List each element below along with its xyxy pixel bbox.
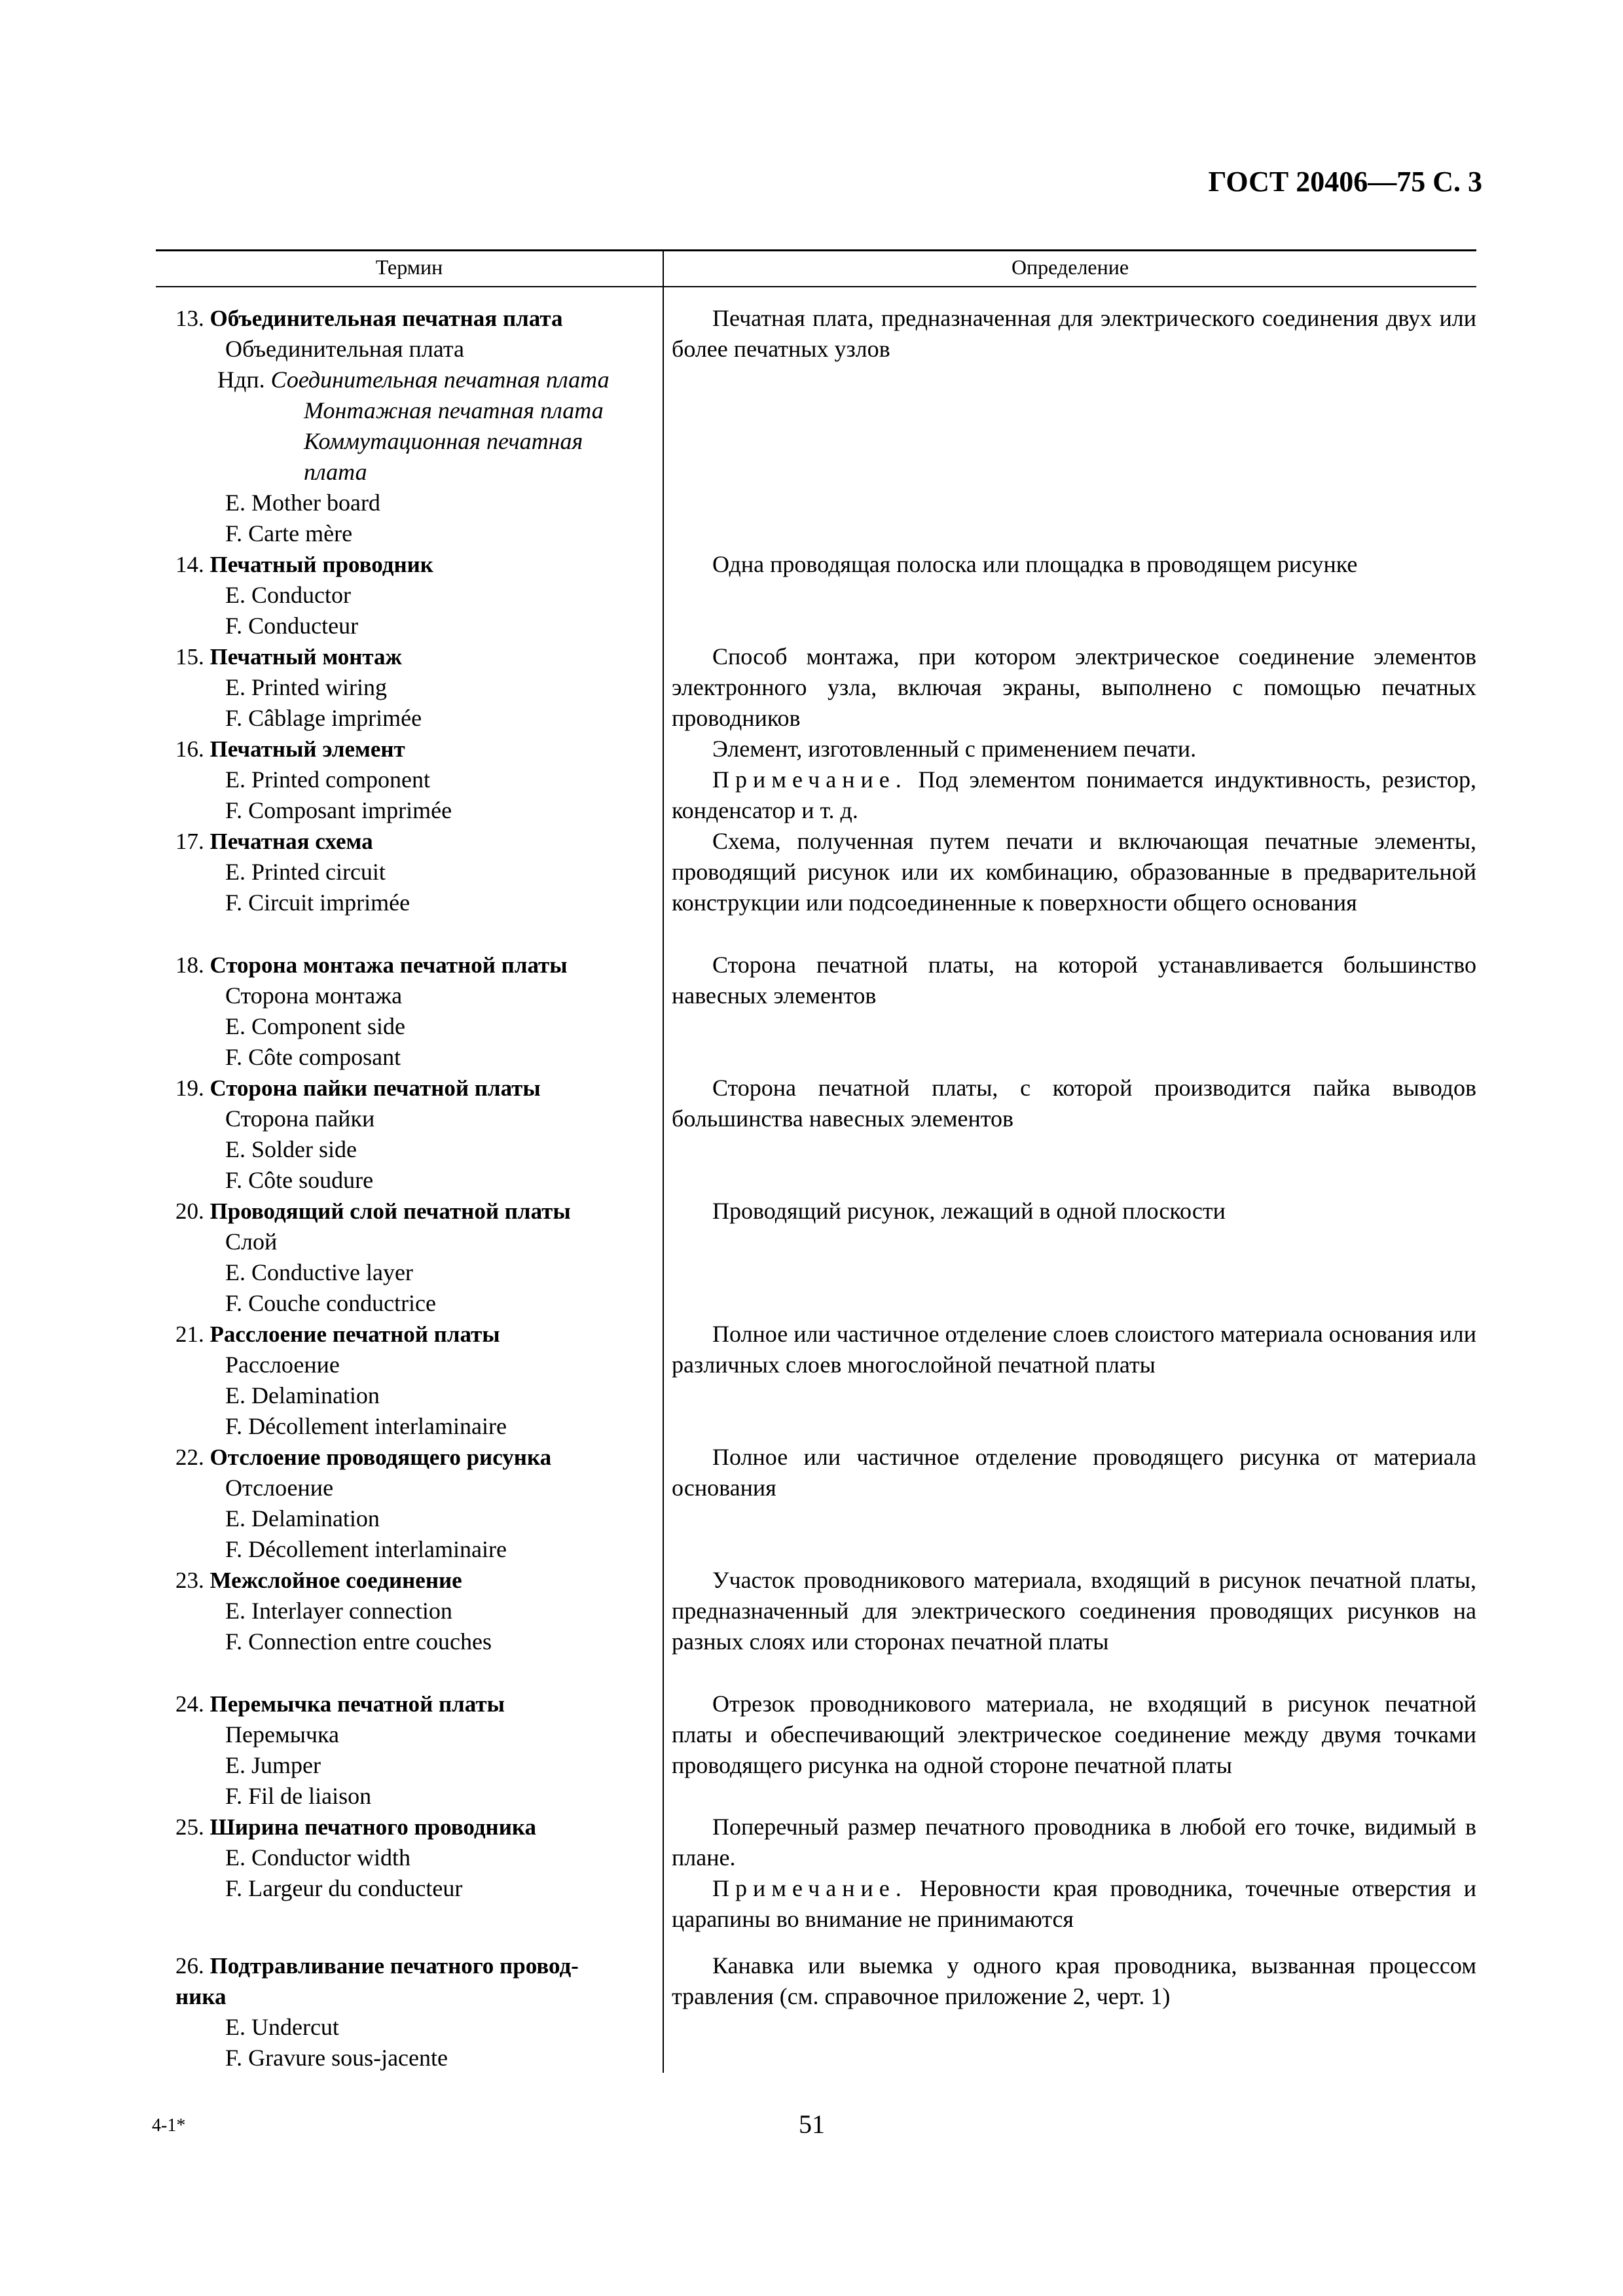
foreign-equivalent: F. Carte mère [225, 520, 353, 547]
term-entry [156, 1565, 1476, 1673]
ndp-term: Монтажная печатная плата [304, 397, 604, 423]
term-cell [156, 303, 663, 549]
foreign-equivalent: E. Conductive layer [225, 1259, 413, 1285]
note-text: Под элементом понимается индуктивность, резистор, конденсатор и т. д. [672, 766, 1476, 823]
page-header-title: ГОСТ 20406—75 С. 3 [1208, 166, 1482, 198]
term-number: 19. [175, 1075, 204, 1101]
foreign-equivalent: E. Delamination [225, 1382, 380, 1408]
term-entry [156, 303, 1476, 549]
term-title [175, 1319, 663, 1350]
definition-cell [663, 641, 1476, 734]
term-title [175, 950, 663, 980]
definition-text: Проводящий рисунок, лежащий в одной плоскости [712, 1198, 1226, 1224]
definition-cell [663, 1950, 1476, 2073]
term-title [175, 1442, 663, 1473]
term-cell [156, 950, 663, 1073]
term-name: Печатный элемент [210, 736, 405, 762]
foreign-equivalent: F. Fil de liaison [225, 1783, 372, 1809]
definition-cell [663, 1196, 1476, 1319]
foreign-equivalent: E. Delamination [225, 1505, 380, 1532]
term-name: Отслоение проводящего рисунка [210, 1444, 552, 1470]
term-cell [156, 1689, 663, 1812]
foreign-equivalent: E. Conductor [225, 582, 351, 608]
term-synonym: Слой [225, 1229, 278, 1255]
foreign-equivalent: F. Câblage imprimée [225, 705, 422, 731]
term-entry [156, 1442, 1476, 1565]
ndp-term: Соединительная печатная плата [270, 367, 610, 393]
term-number: 14. [175, 552, 204, 577]
term-number: 18. [175, 952, 204, 978]
foreign-equivalent: F. Décollement interlaminaire [225, 1413, 507, 1439]
term-name: Печатная схема [210, 829, 373, 854]
footer-mark: 4-1* [152, 2115, 186, 2136]
term-synonym: Объединительная плата [225, 336, 464, 362]
definition-text: Печатная плата, предназначенная для электрического соединения двух или более печатных узлов [672, 305, 1476, 362]
term-title [175, 1950, 663, 1981]
definition-text: Участок проводникового материала, входящий в рисунок печатной платы, предназначенный для электрического соединения проводящих рисунков на разных слоях или сторонах печатной платы [672, 1567, 1476, 1655]
table-header-rule [156, 286, 1476, 287]
definition-cell [663, 1689, 1476, 1812]
term-title [175, 549, 663, 580]
term-entry [156, 1319, 1476, 1442]
foreign-equivalent: E. Printed component [225, 766, 430, 793]
definition-text: Способ монтажа, при котором электрическое соединение элементов электронного узла, включая экраны, выполнено с помощью печатных проводников [672, 643, 1476, 731]
foreign-equivalent: F. Connection entre couches [225, 1628, 492, 1655]
definition-text: Отрезок проводникового материала, не входящий в рисунок печатной платы и обеспечивающий электрическое соединение между двумя точками проводящего рисунка на одной стороне печатной платы [672, 1691, 1476, 1778]
foreign-equivalent: E. Jumper [225, 1752, 321, 1778]
term-synonym: Перемычка [225, 1721, 339, 1748]
term-cell [156, 734, 663, 826]
term-name-continued: ника [175, 1984, 227, 2009]
foreign-equivalent: E. Component side [225, 1013, 405, 1039]
definition-cell [663, 1565, 1476, 1673]
terms-table [156, 303, 1476, 2073]
term-number: 13. [175, 306, 204, 331]
term-title [175, 734, 663, 764]
term-title [175, 1073, 663, 1103]
term-name: Печатный проводник [210, 552, 433, 577]
term-entry [156, 1196, 1476, 1319]
foreign-equivalent: E. Interlayer connection [225, 1598, 452, 1624]
definition-note [672, 1873, 1476, 1935]
term-number: 22. [175, 1444, 204, 1470]
foreign-equivalent: F. Composant imprimée [225, 797, 452, 823]
definition-text: Полное или частичное отделение слоев слоистого материала основания или различных слоев многослойной печатной платы [672, 1321, 1476, 1378]
page-number: 51 [799, 2109, 825, 2139]
term-entry [156, 950, 1476, 1073]
foreign-equivalent: E. Printed wiring [225, 674, 387, 700]
term-title [175, 641, 663, 672]
term-title [175, 1196, 663, 1227]
ndp-term: плата [304, 459, 367, 485]
definition-text: Схема, полученная путем печати и включающая печатные элементы, проводящий рисунок или их комбинацию, образованные в предварительной конструкции или подсоединенные к поверхности общего основания [672, 828, 1476, 916]
foreign-equivalent: F. Largeur du conducteur [225, 1875, 463, 1901]
definition-cell [663, 549, 1476, 641]
definition-note [672, 764, 1476, 826]
term-number: 17. [175, 829, 204, 854]
term-entry [156, 1812, 1476, 1935]
column-header-definition: Определение [1011, 255, 1129, 279]
term-title [175, 303, 663, 334]
term-entry [156, 1073, 1476, 1196]
term-cell [156, 1812, 663, 1935]
note-text: Неровности края проводника, точечные отверстия и царапины во внимание не принимаются [672, 1875, 1476, 1932]
term-cell [156, 1073, 663, 1196]
ndp-label: Ндп. [217, 367, 265, 393]
definition-text: Канавка или выемка у одного края проводника, вызванная процессом травления (см. справочное приложение 2, черт. 1) [672, 1952, 1476, 2009]
definition-cell [663, 1442, 1476, 1565]
foreign-equivalent: F. Conducteur [225, 613, 359, 639]
term-number: 24. [175, 1691, 204, 1717]
term-name: Печатный монтаж [210, 644, 402, 670]
term-cell [156, 1319, 663, 1442]
term-synonym: Отслоение [225, 1475, 334, 1501]
term-cell [156, 1196, 663, 1319]
term-number: 21. [175, 1321, 204, 1347]
definition-cell [663, 734, 1476, 826]
term-title [175, 1689, 663, 1719]
term-synonym: Сторона монтажа [225, 982, 403, 1009]
definition-text: Одна проводящая полоска или площадка в проводящем рисунке [712, 551, 1358, 577]
foreign-equivalent: F. Circuit imprimée [225, 889, 410, 916]
term-title [175, 1565, 663, 1596]
term-number: 26. [175, 1953, 204, 1979]
column-header-term: Термин [375, 255, 443, 279]
term-name: Сторона пайки печатной платы [210, 1075, 541, 1101]
term-name: Сторона монтажа печатной платы [210, 952, 568, 978]
table-top-rule [156, 249, 1476, 251]
foreign-equivalent: E. Conductor width [225, 1844, 410, 1871]
definition-text: Полное или частичное отделение проводящего рисунка от материала основания [672, 1444, 1476, 1501]
term-cell [156, 1950, 663, 2073]
term-cell [156, 641, 663, 734]
term-name: Межслойное соединение [210, 1568, 462, 1593]
term-entry [156, 1950, 1476, 2073]
definition-text: Сторона печатной платы, с которой производится пайка выводов большинства навесных элементов [672, 1075, 1476, 1132]
term-cell [156, 1442, 663, 1565]
foreign-equivalent: F. Côte composant [225, 1044, 401, 1070]
note-label: Примечание. [712, 1875, 907, 1901]
definition-text: Поперечный размер печатного проводника в любой его точке, видимый в плане. [672, 1814, 1476, 1871]
term-entry [156, 826, 1476, 934]
note-label: Примечание. [712, 766, 907, 793]
non-recommended-term [175, 365, 663, 395]
definition-cell [663, 303, 1476, 549]
term-entry [156, 734, 1476, 826]
foreign-equivalent: F. Gravure sous-jacente [225, 2045, 448, 2071]
ndp-term: Коммутационная печатная [304, 428, 583, 454]
foreign-equivalent: E. Printed circuit [225, 859, 386, 885]
definition-cell [663, 826, 1476, 934]
term-name: Перемычка печатной платы [210, 1691, 505, 1717]
definition-cell [663, 950, 1476, 1073]
term-entry [156, 1689, 1476, 1812]
term-number: 15. [175, 644, 204, 670]
term-cell [156, 549, 663, 641]
definition-cell [663, 1319, 1476, 1442]
term-entry [156, 549, 1476, 641]
term-cell [156, 826, 663, 934]
foreign-equivalent: F. Décollement interlaminaire [225, 1536, 507, 1562]
term-entry [156, 641, 1476, 734]
foreign-equivalent: F. Couche conductrice [225, 1290, 437, 1316]
term-synonym: Расслоение [225, 1352, 340, 1378]
term-number: 20. [175, 1198, 204, 1224]
definition-cell [663, 1073, 1476, 1196]
definition-text: Сторона печатной платы, на которой устанавливается большинство навесных элементов [672, 952, 1476, 1009]
term-number: 23. [175, 1568, 204, 1593]
term-name: Ширина печатного проводника [210, 1814, 537, 1840]
definition-text: Элемент, изготовленный с применением печати. [712, 736, 1197, 762]
definition-cell [663, 1812, 1476, 1935]
term-name: Расслоение печатной платы [210, 1321, 500, 1347]
foreign-equivalent: F. Côte soudure [225, 1167, 374, 1193]
foreign-equivalent: E. Solder side [225, 1136, 357, 1162]
term-synonym: Сторона пайки [225, 1105, 375, 1132]
term-name: Объединительная печатная плата [210, 306, 563, 331]
term-number: 25. [175, 1814, 204, 1840]
term-number: 16. [175, 736, 204, 762]
term-title [175, 1812, 663, 1842]
term-title [175, 826, 663, 857]
foreign-equivalent: E. Undercut [225, 2014, 339, 2040]
term-name: Проводящий слой печатной платы [210, 1198, 571, 1224]
term-cell [156, 1565, 663, 1673]
foreign-equivalent: E. Mother board [225, 490, 380, 516]
term-name: Подтравливание печатного провод- [210, 1953, 579, 1979]
